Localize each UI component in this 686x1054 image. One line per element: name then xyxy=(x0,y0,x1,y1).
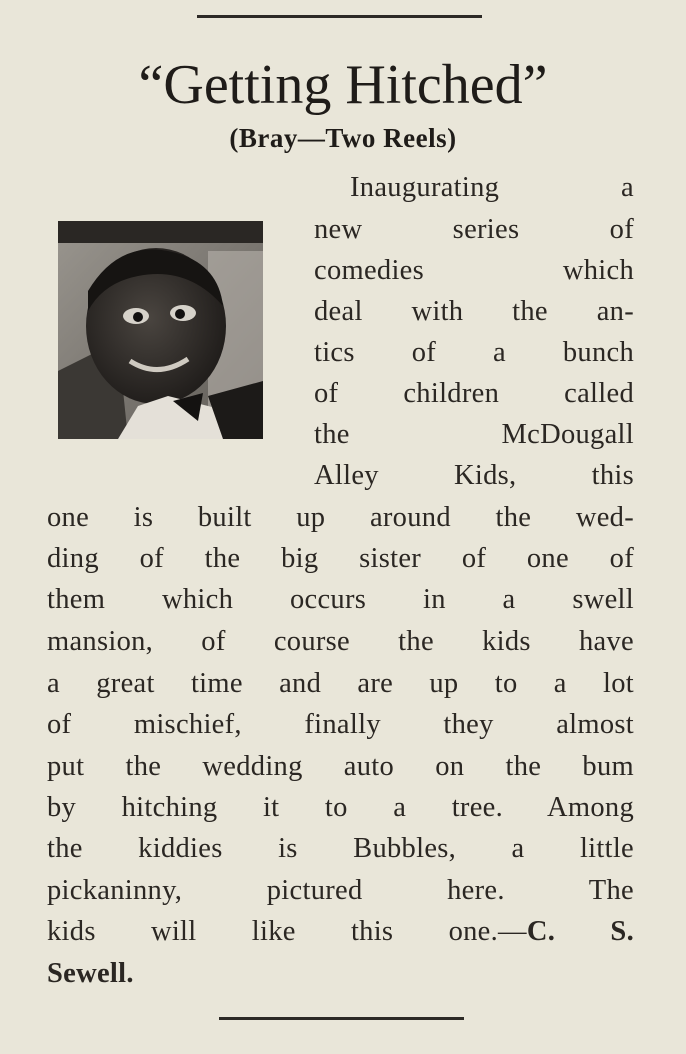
article-subtitle: (Bray—Two Reels) xyxy=(229,123,457,153)
top-rule xyxy=(197,15,482,18)
text-line: ding of the big sister of one of xyxy=(47,543,634,574)
signature-initials: C. S. xyxy=(526,916,634,947)
text-line: a great time and are up to a lot xyxy=(47,668,634,699)
text-line: of mischief, finally they almost xyxy=(47,709,634,740)
bottom-rule xyxy=(219,1017,464,1020)
text-line: the McDougall xyxy=(314,419,634,450)
text-line: mansion, of course the kids have xyxy=(47,626,634,657)
text-line: pickaninny, pictured here. The xyxy=(47,875,634,906)
text-line: comedies which xyxy=(314,255,634,286)
text-line: the kiddies is Bubbles, a little xyxy=(47,833,634,864)
text-line: Alley Kids, this xyxy=(314,460,634,491)
text-line: deal with the an- xyxy=(314,296,634,327)
text-line: one is built up around the wed- xyxy=(47,502,634,533)
portrait-photo xyxy=(58,221,263,439)
closing-line xyxy=(47,912,634,952)
text-line: of children called xyxy=(314,378,634,409)
article-title: “Getting Hitched” xyxy=(138,54,548,116)
portrait-photo-image xyxy=(58,221,263,439)
text-line: tics of a bunch xyxy=(314,337,634,368)
text-line: Inaugurating a xyxy=(350,172,634,203)
text-line: by hitching it to a tree. Among xyxy=(47,792,634,823)
text-line: put the wedding auto on the bum xyxy=(47,751,634,782)
closing-text: kids will like this one.— xyxy=(47,916,527,947)
signature-name: Sewell. xyxy=(47,958,134,989)
text-line: new series of xyxy=(314,214,634,245)
text-line: them which occurs in a swell xyxy=(47,584,634,615)
